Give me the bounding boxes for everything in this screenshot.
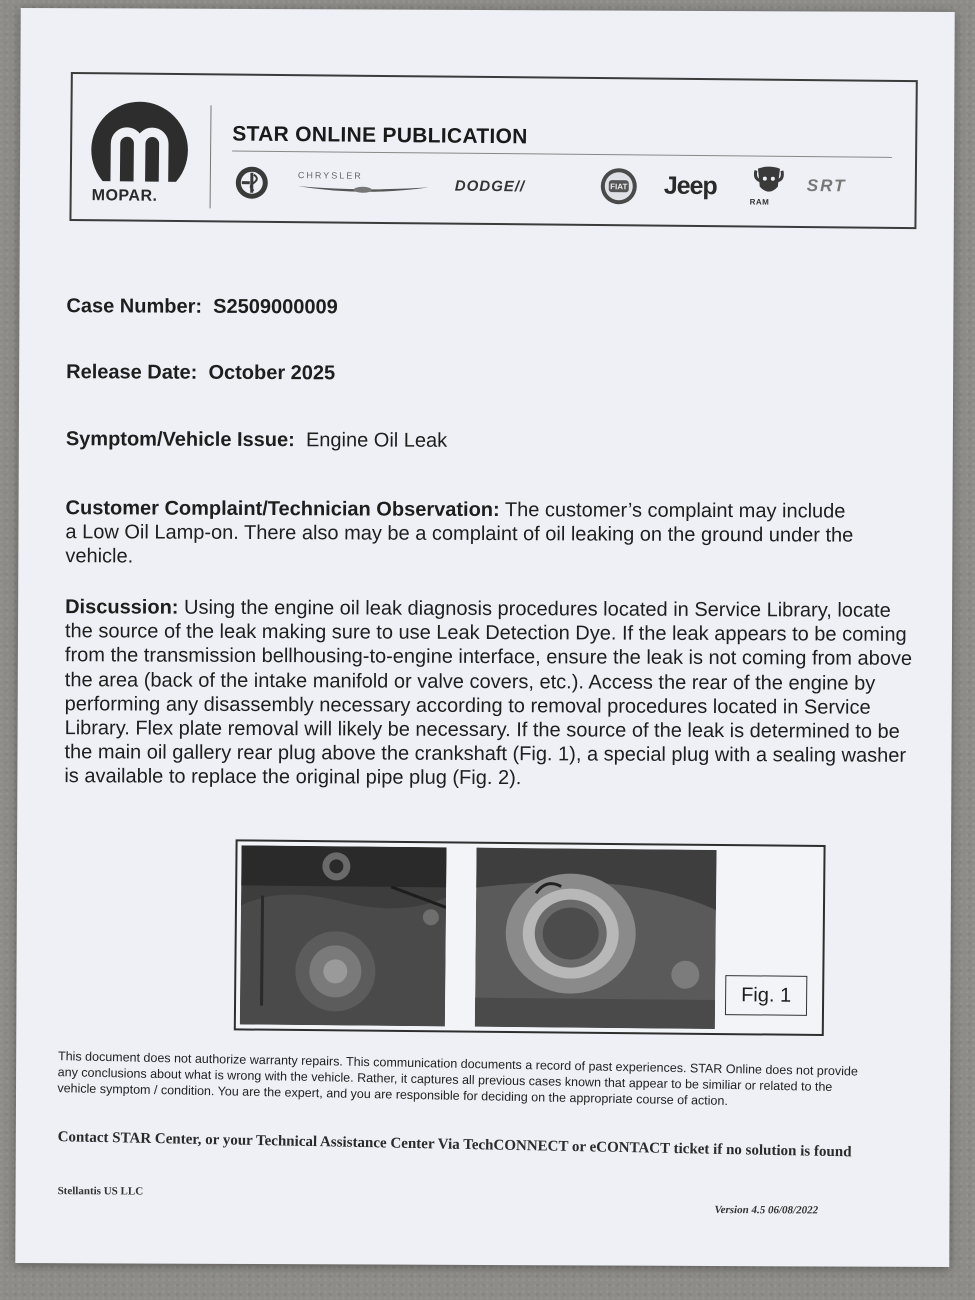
- case-number-row: [66, 295, 337, 319]
- case-number-label: Case Number:: [66, 295, 203, 318]
- release-date-row: [66, 361, 335, 385]
- discussion-text: Using the engine oil leak diagnosis procedures located in Service Library, locate the source of the leak making sure to use Leak Detection Dye. If the leak appears to be coming from the transmission bellhousing-to-engine interface, ensure the leak is not coming from above the area (back of the intake manifold or valve covers, etc.). Access the rear of the engine by performing any disassembly necessary according to removal procedures located in Service Library. Flex plate removal will likely be necessary. If the source of the leak is determined to be the main oil gallery rear plug above the crankshaft (Fig. 1), a special plug with a sealing washer is available to replace the original pipe plug (Fig. 2).: [64, 596, 913, 790]
- header-divider: [210, 105, 212, 208]
- title-rule: [232, 151, 892, 158]
- release-date-label: Release Date:: [66, 361, 198, 384]
- discussion-paragraph: [64, 595, 913, 792]
- publication-title: STAR ONLINE PUBLICATION: [232, 122, 528, 149]
- engine-rear-photo: [240, 845, 447, 1026]
- complaint-paragraph: [65, 496, 855, 572]
- alfa-romeo-logo-icon: [235, 166, 269, 200]
- symptom-value: Engine Oil Leak: [305, 429, 448, 452]
- figure-label: Fig. 1: [725, 975, 807, 1016]
- chrysler-wing-icon: [296, 182, 431, 195]
- publication-header: [69, 72, 917, 229]
- company-name: Stellantis US LLC: [57, 1185, 144, 1198]
- symptom-label: Symptom/Vehicle Issue:: [65, 428, 295, 452]
- disclaimer-text: This document does not authorize warranty repairs. This communication documents a record of past experiences. STAR Online does not provide any conclusions about what is wrong with the vehicle. Rather, it captures all previous cases known that appear to be similiar or related to the vehicle symptom / condition. You are the expert, and you are responsible for deciding on the appropriate course of action.: [57, 1049, 858, 1109]
- contact-text: Contact STAR Center, or your Technical Assistance Center Via TechCONNECT or eCONTACT ticket if no solution is found: [57, 1129, 852, 1161]
- fiat-logo-text: FIAT: [610, 181, 628, 191]
- srt-logo: SRT: [806, 176, 847, 196]
- mopar-wordmark: MOPAR.: [91, 187, 158, 205]
- release-date-value: October 2025: [208, 361, 336, 385]
- discussion-label: Discussion:: [65, 596, 179, 619]
- figure-1-box: [234, 839, 826, 1036]
- chrysler-logo: CHRYSLER: [297, 170, 363, 181]
- complaint-text: The customer’s complaint may include a Low Oil Lamp-on. There also may be a complaint of oil leaking on the ground under the vehicle.: [65, 499, 854, 568]
- ram-logo-text: RAM: [749, 197, 770, 207]
- symptom-row: [66, 428, 447, 453]
- version-text: Version 4.5 06/08/2022: [714, 1204, 819, 1217]
- jeep-logo: Jeep: [663, 171, 717, 201]
- oil-gallery-plug-photo: [475, 848, 717, 1029]
- dodge-logo: DODGE//: [454, 177, 526, 196]
- document-page: [15, 8, 954, 1267]
- case-number-value: S2509000009: [213, 295, 338, 319]
- complaint-label: Customer Complaint/Technician Observation:: [65, 497, 500, 522]
